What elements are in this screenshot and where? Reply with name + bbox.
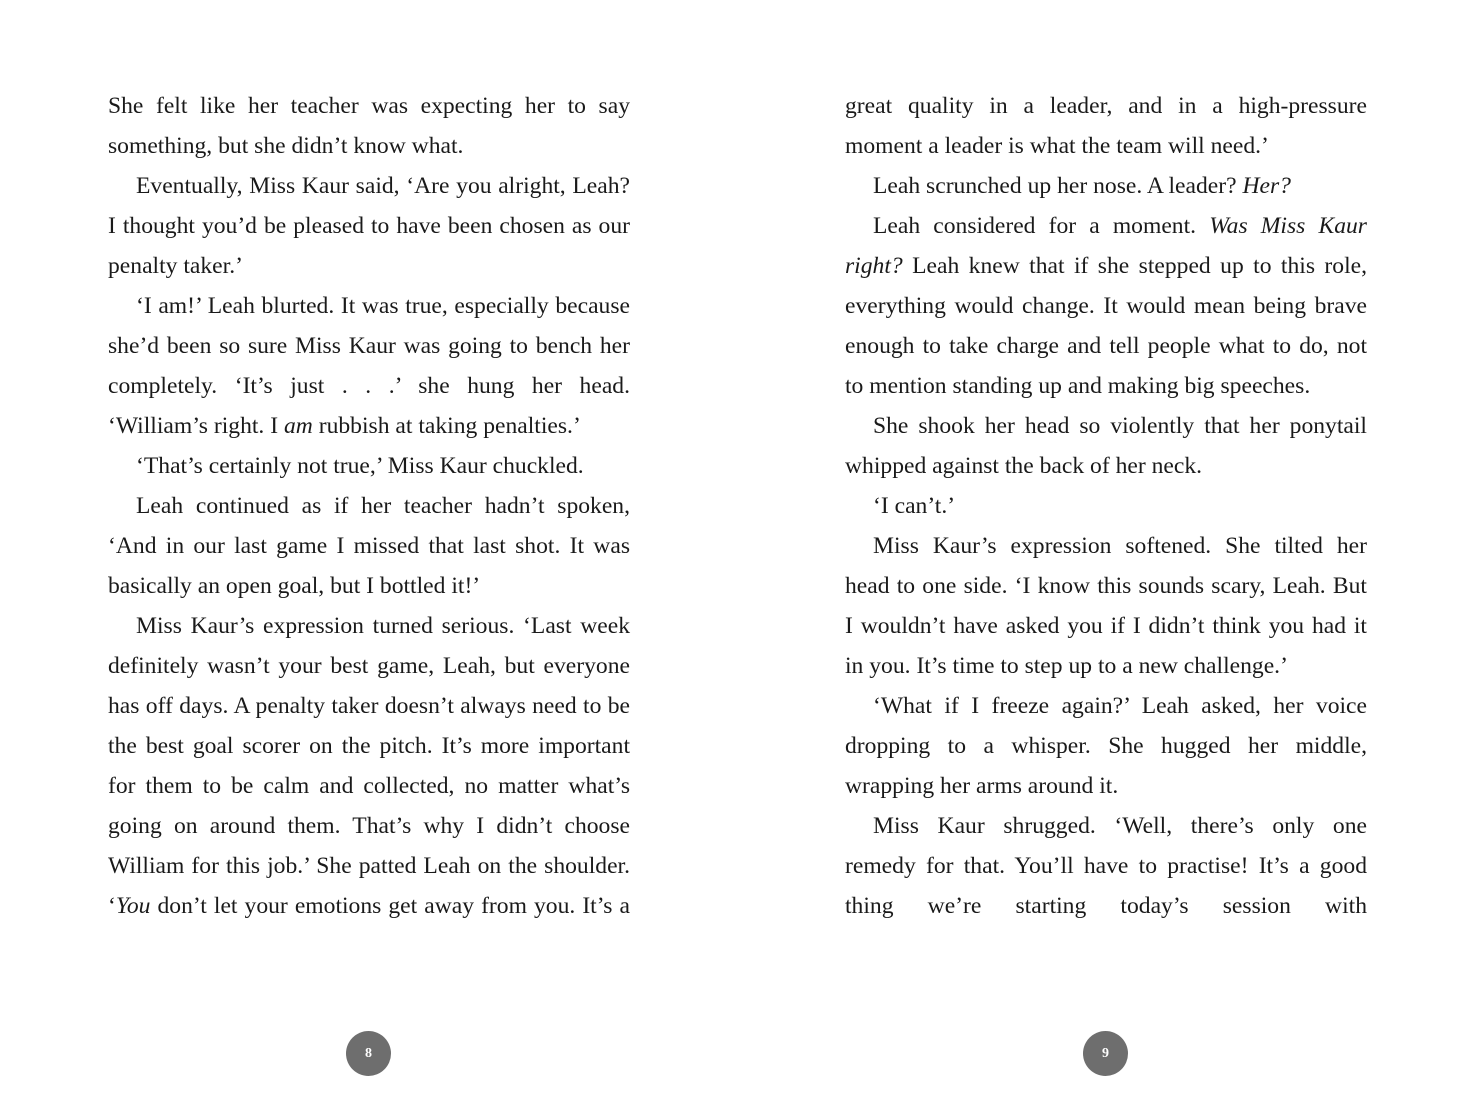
right-page — [845, 86, 1367, 1026]
paragraph: great quality in a leader, and in a high-pressure moment a leader is what the team will need.’ — [845, 93, 1367, 159]
paragraph: Leah scrunched up her nose. A leader? Her? — [873, 173, 1291, 199]
left-page — [108, 86, 630, 1026]
page-number-badge: 9 — [1083, 1031, 1128, 1076]
paragraph: ‘I can’t.’ — [873, 493, 956, 519]
paragraph: Miss Kaur’s expression turned serious. ‘Last week definitely wasn’t your best game, Leah, but everyone has off days. A penalty taker doesn’t always need to be the best goal scorer on the pitch. It’s more important for them to be calm and collected, no matter what’s going on around them. That’s why I didn’t choose William for this job.’ She patted Leah on the shoulder. ‘You don’t let your emotions get away from you. It’s a — [108, 613, 630, 919]
paragraph: Leah considered for a moment. Was Miss Kaur right? Leah knew that if she stepped up to this role, everything would change. It would mean being brave enough to take charge and tell people what to do, not to mention standing up and making big speeches. — [845, 213, 1367, 399]
paragraph: ‘What if I freeze again?’ Leah asked, her voice dropping to a whisper. She hugged her middle, wrapping her arms around it. — [845, 693, 1367, 799]
page-number-badge: 8 — [346, 1031, 391, 1076]
paragraph: She shook her head so violently that her ponytail whipped against the back of her neck. — [845, 413, 1367, 479]
paragraph: Leah continued as if her teacher hadn’t spoken, ‘And in our last game I missed that last shot. It was basically an open goal, but I bottled it!’ — [108, 493, 630, 599]
paragraph: Eventually, Miss Kaur said, ‘Are you alright, Leah? I thought you’d be pleased to have been chosen as our penalty taker.’ — [108, 173, 630, 279]
paragraph: She felt like her teacher was expecting her to say something, but she didn’t know what. — [108, 93, 630, 159]
paragraph: ‘I am!’ Leah blurted. It was true, especially because she’d been so sure Miss Kaur was going to bench her completely. ‘It’s just . . .’ she hung her head. ‘William’s right. I am rubbish at taking penalties.’ — [108, 293, 630, 439]
paragraph: Miss Kaur shrugged. ‘Well, there’s only one remedy for that. You’ll have to practise! It’s a good thing we’re starting today’s session with — [845, 813, 1367, 919]
paragraph: ‘That’s certainly not true,’ Miss Kaur chuckled. — [136, 453, 584, 479]
paragraph: Miss Kaur’s expression softened. She tilted her head to one side. ‘I know this sounds scary, Leah. But I wouldn’t have asked you if I didn’t think you had it in you. It’s time to step up to a new challenge.’ — [845, 533, 1367, 679]
